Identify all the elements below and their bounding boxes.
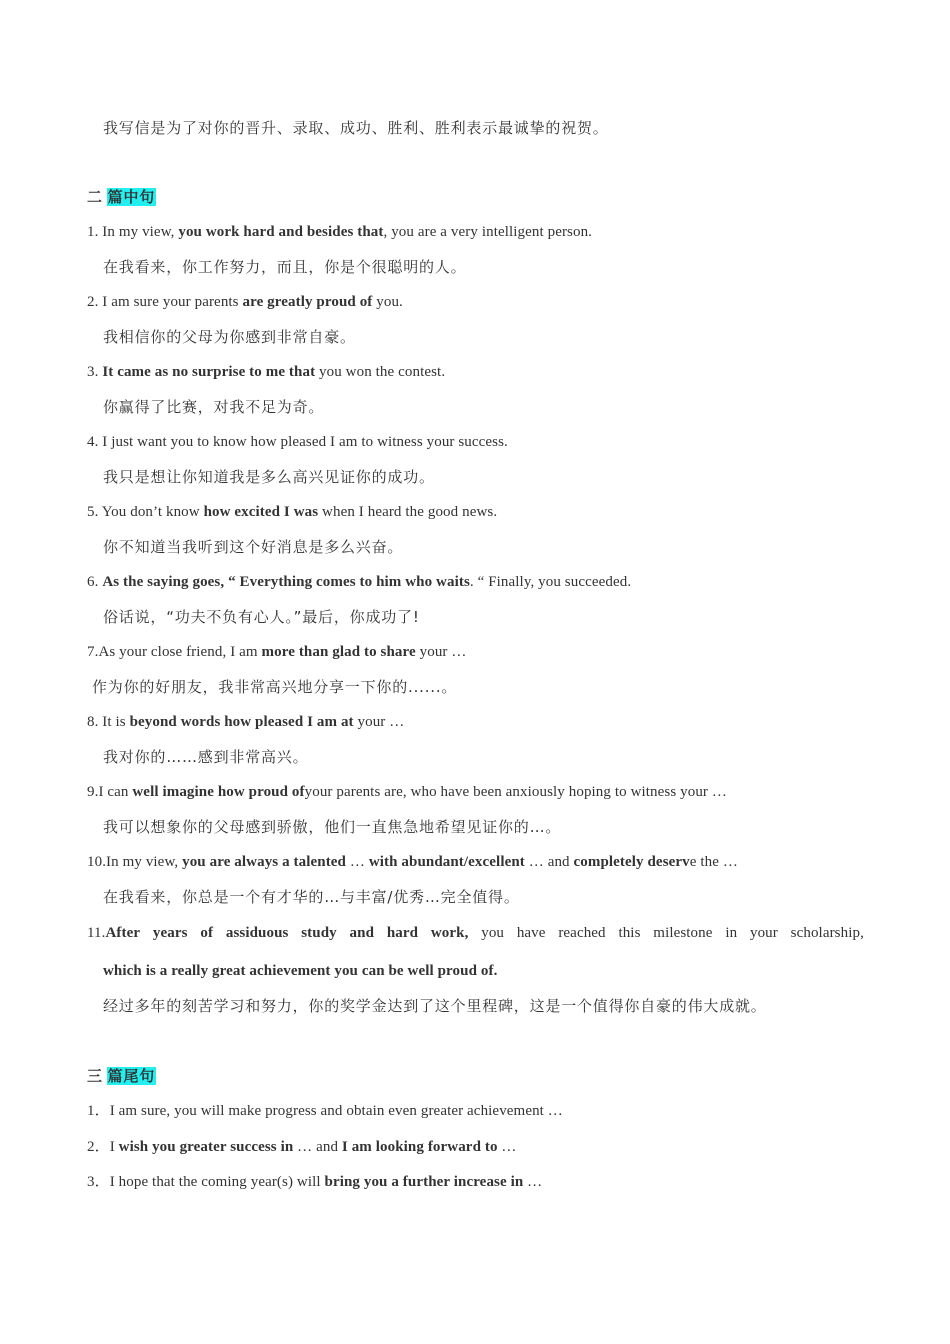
sentence-text: your … [353, 714, 405, 730]
key-phrase: how excited I was [203, 504, 319, 520]
sentence-text: e the … [689, 854, 738, 870]
sentence-text: 8. It is [87, 714, 130, 730]
sentence-7 [87, 642, 466, 662]
ending-1: 1．I am sure, you will make progress and obtain even greater achievement … [87, 1103, 563, 1119]
sentence-text: … [346, 854, 369, 870]
sentence-text: 2．I [87, 1139, 119, 1155]
sentence-text: 1. In my view, [87, 224, 179, 240]
sentence-text: , you are a very intelligent person. [383, 224, 593, 240]
sentence-11-line-1 [87, 923, 864, 943]
section-title: 篇中句 [107, 188, 156, 206]
key-phrase: with abundant/excellent [368, 854, 525, 870]
key-word: study [301, 925, 337, 941]
sentence-text: your parents are, who have been anxiously hoping to witness your … [304, 784, 727, 800]
key-phrase: well imagine how proud of [132, 784, 305, 800]
word: milestone [653, 925, 713, 941]
translation-3: 你赢得了比赛，对我不足为奇。 [103, 398, 325, 416]
key-phrase: wish you greater success in [118, 1139, 294, 1155]
sentence-text: your … [415, 644, 467, 660]
translation-10: 在我看来，你总是一个有才华的…与丰富/优秀…完全值得。 [103, 888, 520, 906]
sentence-text: you. [372, 294, 403, 310]
key-word: work, [430, 925, 469, 941]
sentence-1 [87, 222, 592, 242]
key-phrase: bring you a further increase in [324, 1174, 524, 1190]
word: in [725, 925, 738, 941]
sentence-6 [87, 572, 631, 592]
key-word: years [152, 925, 188, 941]
section-number: 二 [87, 188, 103, 206]
sentence-text: … [523, 1174, 543, 1190]
translation-7: 作为你的好朋友，我非常高兴地分享一下你的......。 [92, 678, 458, 696]
sentence-text: 7.As your close friend, I am [87, 644, 262, 660]
sentence-text: you won the contest. [315, 364, 446, 380]
key-phrase: more than glad to share [261, 644, 416, 660]
sentence-text: 6. [87, 574, 103, 590]
key-phrase: As the saying goes, “ Everything comes to him who waits [102, 574, 470, 590]
sentence-11-line-2 [103, 961, 497, 981]
sentence-8 [87, 712, 404, 732]
key-phrase: you work hard and besides that [178, 224, 384, 240]
key-word: hard [386, 925, 419, 941]
word: your [749, 925, 778, 941]
sentence-text: 9.I can [87, 784, 133, 800]
translation-6: 俗话说，“功夫不负有心人。”最后，你成功了! [103, 608, 420, 626]
key-phrase: It came as no surprise to me that [102, 364, 316, 380]
sentence-number: 11.After [87, 925, 141, 941]
section-heading-middle [87, 187, 156, 208]
sentence-10 [87, 852, 738, 872]
sentence-text: … and [524, 854, 574, 870]
ending-2 [87, 1137, 517, 1157]
key-phrase: are greatly proud of [242, 294, 373, 310]
word: scholarship, [790, 925, 864, 941]
translation-1: 在我看来，你工作努力，而且，你是个很聪明的人。 [103, 258, 467, 276]
word: this [618, 925, 641, 941]
sentence-2 [87, 292, 403, 312]
sentence-text: 10.In my view, [87, 854, 183, 870]
translation-5: 你不知道当我听到这个好消息是多么兴奋。 [103, 538, 404, 556]
sentence-text: 3．I hope that the coming year(s) will [87, 1174, 325, 1190]
key-phrase: beyond words how pleased I am at [129, 714, 354, 730]
sentence-3 [87, 362, 445, 382]
key-word: assiduous [225, 925, 289, 941]
sentence-text: 2. I am sure your parents [87, 294, 243, 310]
sentence-text: when I heard the good news. [318, 504, 498, 520]
word: reached [558, 925, 606, 941]
intro-translation: 我写信是为了对你的晋升、录取、成功、胜利、胜利表示最诚挚的祝贺。 [103, 119, 609, 137]
key-phrase: completely deserv [573, 854, 690, 870]
section-heading-ending [87, 1066, 156, 1087]
sentence-text: … and [293, 1139, 342, 1155]
translation-8: 我对你的……感到非常高兴。 [103, 748, 309, 766]
translation-11: 经过多年的刻苦学习和努力，你的奖学金达到了这个里程碑，这是一个值得你自豪的伟大成就。 [103, 997, 767, 1015]
section-title: 篇尾句 [107, 1067, 156, 1085]
key-phrase: I am looking forward to [341, 1139, 498, 1155]
ending-3 [87, 1172, 542, 1192]
sentence-5 [87, 502, 497, 522]
word: have [516, 925, 546, 941]
sentence-text: 5. You don’t know [87, 504, 204, 520]
key-phrase: you are always a talented [182, 854, 346, 870]
key-word: of [200, 925, 214, 941]
sentence-text: … [497, 1139, 517, 1155]
translation-4: 我只是想让你知道我是多么高兴见证你的成功。 [103, 468, 435, 486]
sentence-9 [87, 782, 727, 802]
key-word: and [349, 925, 375, 941]
section-number: 三 [87, 1067, 103, 1085]
translation-9: 我可以想象你的父母感到骄傲，他们一直焦急地希望见证你的…。 [103, 818, 562, 836]
sentence-text: 3. [87, 364, 103, 380]
key-phrase: which is a really great achievement you can be well proud of. [103, 963, 498, 979]
sentence-4: 4. I just want you to know how pleased I am to witness your success. [87, 434, 508, 450]
translation-2: 我相信你的父母为你感到非常自豪。 [103, 328, 356, 346]
word: you [481, 925, 505, 941]
sentence-text: . “ Finally, you succeeded. [469, 574, 632, 590]
